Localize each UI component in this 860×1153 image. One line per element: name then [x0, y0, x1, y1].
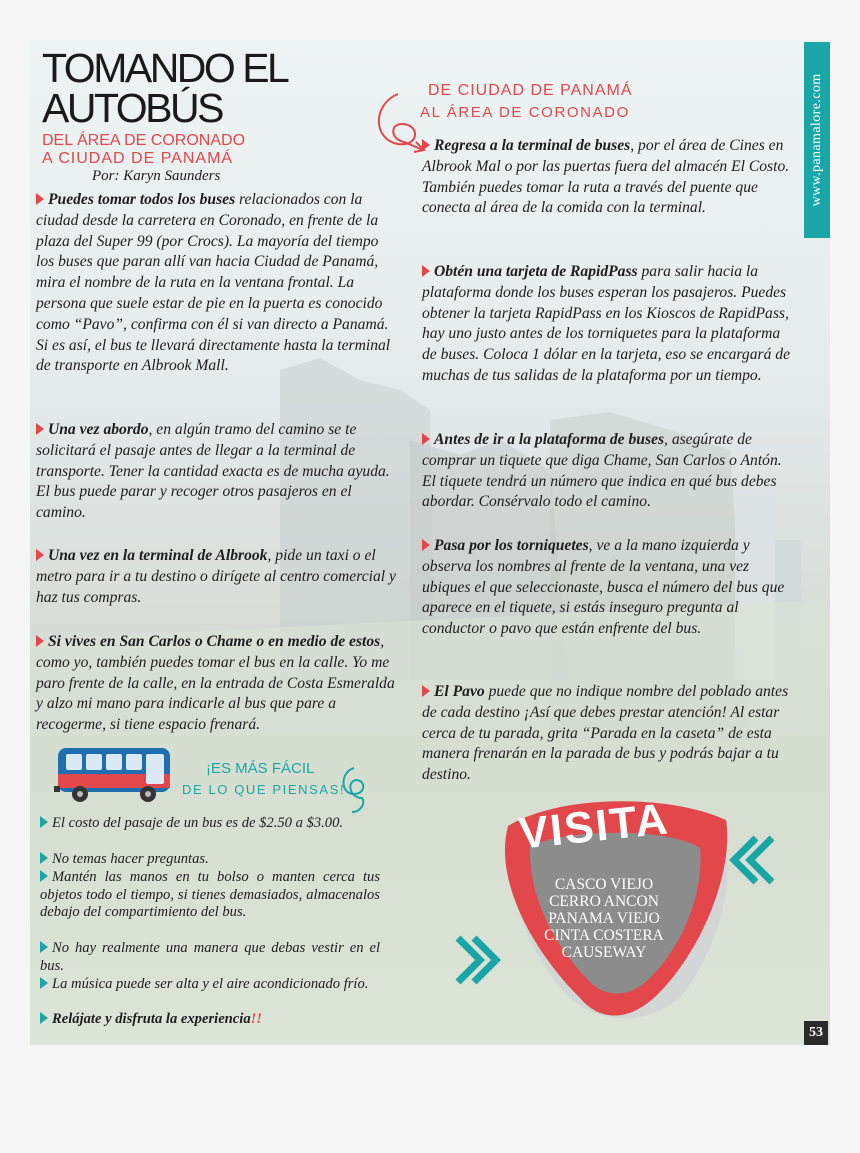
chevrons-right-icon: [448, 928, 508, 988]
left-paragraph-3: Una vez en la terminal de Albrook, pide un taxi o el metro para ir a tu destino o dirígete al centro comercial y haz tus compras.: [36, 547, 396, 606]
title-line-2: AUTOBÚS: [42, 85, 222, 131]
swirl-arrow-icon: [368, 84, 428, 154]
exclamation-mark: !!: [250, 1011, 262, 1027]
magazine-page: [30, 40, 830, 1045]
bullet-triangle-icon: [40, 816, 48, 828]
bullet-arrow-icon: [422, 265, 430, 277]
subtitle-line-1: DEL ÁREA DE CORONADO: [42, 132, 246, 149]
bullet-arrow-icon: [36, 193, 44, 205]
left-paragraph-4: Si vives en San Carlos o Chame o en medio de estos, como yo, también puedes tomar el bus en la calle. Yo me paro frente de la calle, en la entrada de Costa Esmeralda y alzo mi mano para indicarle al bus que pare a recogerme, si tiene espacio frenará.: [36, 633, 395, 734]
title-line-1: TOMANDO EL: [42, 45, 288, 91]
tip-item-2: No temas hacer preguntas.: [40, 851, 380, 869]
visit-item: CERRO ANCON: [549, 893, 659, 910]
easy-slogan-line-2: DE LO QUE PIENSAS!: [182, 782, 346, 797]
tip-item-3: Mantén las manos en tu bolso o manten cerca tus objetos todo el tiempo, si tienes demasiados, almacenalos debajo del compartimiento del bus.: [40, 869, 380, 920]
bullet-arrow-icon: [422, 433, 430, 445]
right-paragraph-3: Antes de ir a la plataforma de buses, asegúrate de comprar un tiquete que diga Chame, San Carlos o Antón. El tiquete tendrá un número que indica en qué bus debes abordar. Consérvalo todo el camino.: [422, 431, 782, 511]
tip-item-1: El costo del pasaje de un bus es de $2.50 a $3.00.: [40, 815, 380, 833]
tip-item-4: No hay realmente una manera que debas vestir en el bus.: [40, 940, 380, 974]
page-number: 53: [804, 1021, 828, 1045]
visit-title: VISITA: [516, 794, 672, 859]
bullet-arrow-icon: [36, 635, 44, 647]
visit-item: CINTA COSTERA: [544, 927, 664, 944]
subtitle-line-2: A CIUDAD DE PANAMÁ: [42, 150, 234, 167]
bullet-arrow-icon: [36, 423, 44, 435]
right-paragraph-1: Regresa a la terminal de buses, por el área de Cines en Albrook Mal o por las puertas fuera del almacén El Costo. También puedes tomar la ruta a través del puente que conecta al área de la comida con la terminal.: [422, 137, 790, 217]
bullet-triangle-icon: [40, 852, 48, 864]
chevrons-left-icon: [720, 832, 780, 892]
website-url: www.panamalore.com: [809, 73, 824, 207]
bullet-arrow-icon: [36, 549, 44, 561]
visit-list: [516, 876, 692, 966]
bullet-arrow-icon: [422, 685, 430, 697]
author-byline: Por: Karyn Saunders: [92, 168, 221, 184]
bullet-triangle-icon: [40, 1012, 48, 1024]
right-paragraph-4: Pasa por los torniquetes, ve a la mano izquierda y observa los nombres al frente de la ventana, una vez ubiques el que seleccionaste, busca el número del bus que aparece en el tiquete, si estás inseguro pregunta al conductor o pavo que están enfrente del bus.: [422, 537, 785, 638]
right-heading-line-2: AL ÁREA DE CORONADO: [420, 104, 630, 121]
visit-item: PANAMA VIEJO: [548, 910, 660, 927]
left-paragraph-1: Puedes tomar todos los buses relacionados con la ciudad desde la carretera en Coronado, en frente de la plaza del Super 99 (por Crocs). La mayoría del tiempo los buses que paran allí van hacia Ciudad de Panamá, mira el nombre de la ruta en la ventana frontal. La persona que suele estar de pie en la puerta es conocido como “Pavo”, confirma con él si van directo a Panamá. Si es así, el bus te llevará directamente hasta la terminal de transporte en Albrook Mall.: [36, 191, 391, 375]
right-heading-line-1: DE CIUDAD DE PANAMÁ: [428, 82, 633, 99]
bullet-triangle-icon: [40, 941, 48, 953]
bullet-arrow-icon: [422, 139, 430, 151]
swirl-icon: [336, 764, 372, 816]
visit-item: CASCO VIEJO: [554, 876, 654, 893]
bullet-triangle-icon: [40, 870, 48, 882]
easy-slogan-line-1: ¡ES MÁS FÁCIL: [206, 760, 315, 777]
visit-item: CAUSEWAY: [561, 944, 647, 961]
website-side-tab: [804, 42, 830, 238]
left-paragraph-2: Una vez abordo, en algún tramo del camino se te solicitará el pasaje antes de llegar a la terminal de transporte. Tener la cantidad exacta es de mucha ayuda. El bus puede parar y recoger otros pasajeros en el camino.: [36, 421, 390, 522]
right-paragraph-5: El Pavo puede que no indique nombre del poblado antes de cada destino ¡Así que debes prestar atención! Al estar cerca de tu parada, grita “Parada en la caseta” de esta manera frenarán en la parada de bus y podrás bajar a tu destino.: [422, 683, 789, 784]
tip-item-last: Relájate y disfruta la experiencia!!: [40, 1011, 380, 1029]
article-title: [42, 45, 288, 131]
right-paragraph-2: Obtén una tarjeta de RapidPass para salir hacia la plataforma donde los buses esperan los pasajeros. Puedes obtener la tarjeta RapidPass en los Kioscos de RapidPass, hay uno justo antes de los torniquetes para la plataforma de buses. Coloca 1 dólar en la tarjeta, eso se encargará de muchas de tus salidas de la plataforma por un tiempo.: [422, 263, 790, 384]
bullet-triangle-icon: [40, 977, 48, 989]
bullet-arrow-icon: [422, 539, 430, 551]
tip-item-5: La música puede ser alta y el aire acondicionado frío.: [40, 976, 380, 994]
bus-illustration: [54, 740, 178, 806]
